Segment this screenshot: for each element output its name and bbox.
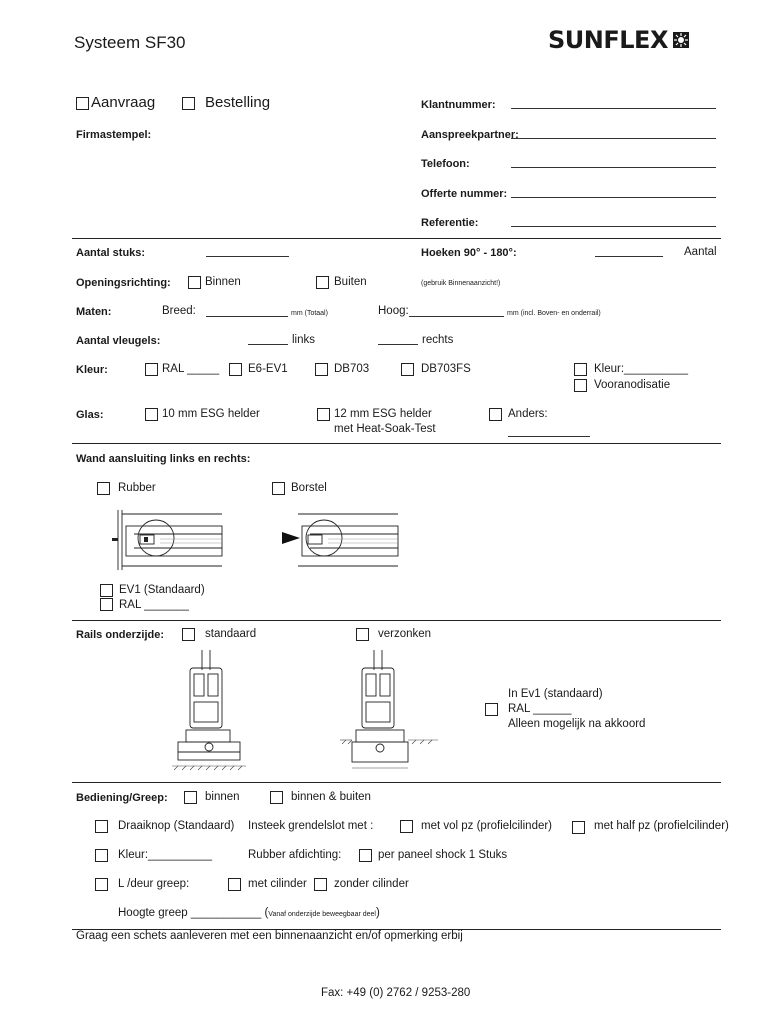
klantnummer-label: Klantnummer:	[421, 99, 496, 111]
kleur-other-checkbox[interactable]	[574, 363, 587, 376]
vooranodisatie-checkbox[interactable]	[574, 379, 587, 392]
divider	[72, 620, 721, 621]
logo-text: SUNFLEX	[548, 26, 668, 54]
logo-sun-icon	[672, 31, 690, 49]
binnen-buiten-checkbox[interactable]	[270, 791, 283, 804]
page-title: Systeem SF30	[74, 33, 186, 52]
aantal-stuks-label: Aantal stuks:	[76, 247, 146, 259]
links-label: links	[292, 334, 316, 346]
rubber-checkbox[interactable]	[97, 482, 110, 495]
binnen-buiten-label: binnen & buiten	[291, 791, 371, 803]
aantal-stuks-field[interactable]	[206, 256, 289, 257]
divider	[72, 929, 721, 930]
l-greep-label: L /deur greep:	[118, 878, 190, 890]
binnen-checkbox[interactable]	[188, 276, 201, 289]
kleur-other-label: Kleur:__________	[594, 363, 688, 375]
offerte-label: Offerte nummer:	[421, 188, 508, 200]
bediening-binnen-checkbox[interactable]	[184, 791, 197, 804]
aanvraag-label: Aanvraag	[91, 94, 156, 111]
buiten-label: Buiten	[334, 276, 367, 288]
links-field[interactable]	[248, 344, 288, 345]
hoeken-label: Hoeken 90° - 180°:	[421, 247, 517, 259]
e6ev1-checkbox[interactable]	[229, 363, 242, 376]
zonder-cilinder-checkbox[interactable]	[314, 878, 327, 891]
rubber-profile-drawing	[104, 508, 224, 572]
ral-checkbox[interactable]	[145, 363, 158, 376]
referentie-label: Referentie:	[421, 217, 479, 229]
binnen-label: Binnen	[205, 276, 241, 288]
bediening-kleur-label: Kleur:__________	[118, 849, 212, 861]
rails-note: Alleen mogelijk na akkoord	[508, 718, 646, 730]
e6ev1-label: E6-EV1	[248, 363, 288, 375]
borstel-profile-drawing	[280, 508, 400, 572]
bestelling-checkbox[interactable]	[182, 97, 195, 110]
openingsrichting-label: Openingsrichting:	[76, 277, 171, 289]
met-cilinder-label: met cilinder	[248, 878, 307, 890]
per-paneel-label: per paneel shock 1 Stuks	[378, 849, 508, 861]
bediening-kleur-checkbox[interactable]	[95, 849, 108, 862]
anders-field[interactable]	[508, 436, 590, 437]
insteek-label: Insteek grendelslot met :	[248, 820, 374, 832]
hoog-field[interactable]	[409, 316, 504, 317]
anders-label: Anders:	[508, 408, 548, 420]
hoogte-paren-open: (	[264, 907, 269, 919]
kleur-label: Kleur:	[76, 364, 108, 376]
db703fs-checkbox[interactable]	[401, 363, 414, 376]
glas12-checkbox[interactable]	[317, 408, 330, 421]
buiten-checkbox[interactable]	[316, 276, 329, 289]
zonder-cilinder-label: zonder cilinder	[334, 878, 409, 890]
bestelling-label: Bestelling	[205, 94, 271, 111]
ral-label: RAL _____	[162, 363, 220, 375]
buiten-note: (gebruik Binnenaanzicht!)	[421, 280, 501, 287]
divider	[72, 782, 721, 783]
klantnummer-field[interactable]	[511, 108, 716, 109]
breed-field[interactable]	[206, 316, 288, 317]
standaard-checkbox[interactable]	[182, 628, 195, 641]
draaiknop-checkbox[interactable]	[95, 820, 108, 833]
wand-ral-label: RAL _______	[119, 599, 189, 611]
rails-ral-checkbox[interactable]	[485, 703, 498, 716]
bediening-heading: Bediening/Greep:	[76, 792, 168, 804]
firmastempel-label: Firmastempel:	[76, 129, 152, 141]
breed-label: Breed:	[162, 305, 196, 317]
rubber-label: Rubber	[118, 482, 156, 494]
glas12-hst-label: met Heat-Soak-Test	[334, 423, 436, 435]
wand-ral-checkbox[interactable]	[100, 598, 113, 611]
met-cilinder-checkbox[interactable]	[228, 878, 241, 891]
hoeken-aantal-label: Aantal	[684, 246, 717, 258]
vol-pz-checkbox[interactable]	[400, 820, 413, 833]
verzonken-checkbox[interactable]	[356, 628, 369, 641]
bediening-binnen-label: binnen	[205, 791, 240, 803]
hoogte-greep-label	[118, 907, 380, 919]
rails-standaard-drawing	[168, 648, 250, 772]
divider	[72, 238, 721, 239]
hoeken-field[interactable]	[595, 256, 663, 257]
verzonken-label: verzonken	[378, 628, 432, 640]
hoogte-paren-close: )	[375, 907, 380, 919]
sunflex-logo	[548, 26, 690, 54]
telefoon-label: Telefoon:	[421, 158, 470, 170]
rechts-field[interactable]	[378, 344, 418, 345]
maten-label: Maten:	[76, 306, 112, 318]
hoogte-greep-text: Hoogte greep ___________	[118, 907, 262, 919]
rails-heading: Rails onderzijde:	[76, 629, 165, 641]
vooranodisatie-label: Vooranodisatie	[594, 379, 671, 391]
borstel-checkbox[interactable]	[272, 482, 285, 495]
telefoon-field[interactable]	[511, 167, 716, 168]
schets-note: Graag een schets aanleveren met een binnenaanzicht en/of opmerking erbij	[76, 930, 463, 942]
glas-label: Glas:	[76, 409, 104, 421]
db703-checkbox[interactable]	[315, 363, 328, 376]
wand-heading: Wand aansluiting links en rechts:	[76, 453, 251, 465]
aanvraag-checkbox[interactable]	[76, 97, 89, 110]
draaiknop-label: Draaiknop (Standaard)	[118, 820, 235, 832]
half-pz-checkbox[interactable]	[572, 821, 585, 834]
anders-checkbox[interactable]	[489, 408, 502, 421]
aanspreekpartner-field[interactable]	[511, 138, 716, 139]
borstel-label: Borstel	[291, 482, 327, 494]
ev1-checkbox[interactable]	[100, 584, 113, 597]
breed-unit: mm (Totaal)	[291, 310, 328, 317]
db703fs-label: DB703FS	[421, 363, 471, 375]
standaard-label: standaard	[205, 628, 257, 640]
hoog-label: Hoog:	[378, 305, 409, 317]
half-pz-label: met half pz (profielcilinder)	[594, 820, 729, 832]
glas12-label: 12 mm ESG helder	[334, 408, 432, 420]
glas10-checkbox[interactable]	[145, 408, 158, 421]
glas10-label: 10 mm ESG helder	[162, 408, 260, 420]
db703-label: DB703	[334, 363, 370, 375]
per-paneel-checkbox[interactable]	[359, 849, 372, 862]
rails-ral-label: RAL ______	[508, 703, 572, 715]
rubber-afdichting-label: Rubber afdichting:	[248, 849, 342, 861]
referentie-field[interactable]	[511, 226, 716, 227]
rechts-label: rechts	[422, 334, 454, 346]
hoogte-greep-note: Vanaf onderzijde beweegbaar deel	[268, 911, 376, 918]
fax-number: Fax: +49 (0) 2762 / 9253-280	[321, 987, 471, 999]
vol-pz-label: met vol pz (profielcilinder)	[421, 820, 553, 832]
aanspreekpartner-label: Aanspreekpartner:	[421, 129, 519, 141]
rails-ev1-label: In Ev1 (standaard)	[508, 688, 603, 700]
ev1-label: EV1 (Standaard)	[119, 584, 205, 596]
aantal-vleugels-label: Aantal vleugels:	[76, 335, 161, 347]
rails-verzonken-drawing	[340, 648, 440, 772]
l-greep-checkbox[interactable]	[95, 878, 108, 891]
hoog-unit: mm (incl. Boven- en onderrail)	[507, 310, 601, 317]
divider	[72, 443, 721, 444]
offerte-field[interactable]	[511, 197, 716, 198]
